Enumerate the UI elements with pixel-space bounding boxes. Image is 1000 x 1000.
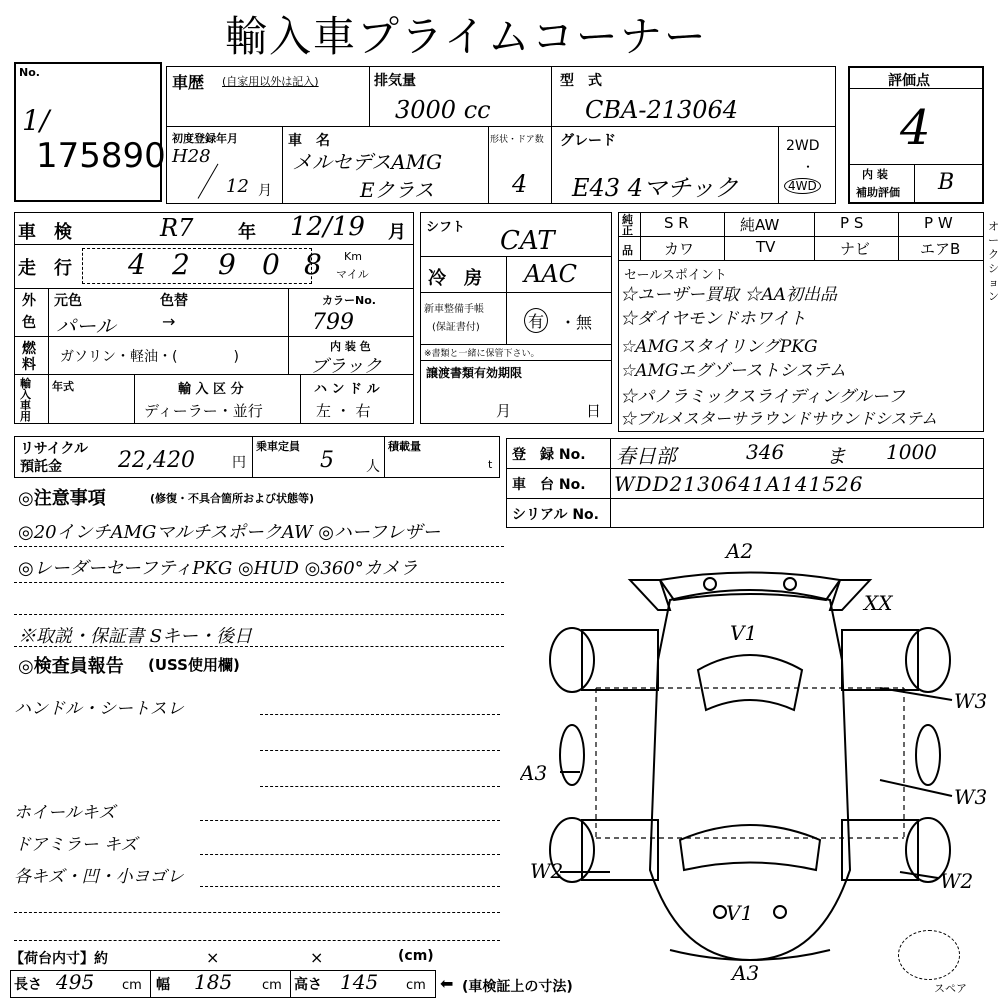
length-label: 長さ — [14, 977, 42, 993]
first-reg-month-unit: 月 — [258, 183, 272, 199]
fuel-label1: 燃 — [22, 341, 36, 357]
first-reg-label: 初度登録年月 — [172, 132, 238, 145]
model-value: CBA-213064 — [585, 96, 739, 124]
inspector-label: ◎検査員報告 — [18, 656, 124, 677]
registration-place: 春日部 — [616, 444, 676, 468]
length-unit: cm — [122, 978, 142, 993]
equip-ps: P S — [840, 214, 864, 232]
mileage-digit: 2 — [172, 248, 190, 281]
equip-airbag: エアB — [920, 240, 961, 258]
recycle-label1: リサイクル — [20, 441, 89, 457]
displacement-value: 3000 cc — [395, 96, 491, 124]
cargo-unit: (cm) — [398, 948, 434, 964]
color-code: 799 — [312, 310, 354, 335]
inspection-md: 12/19 — [290, 212, 365, 242]
sales-points-label: セールスポイント — [624, 268, 727, 283]
fuel-label2: 料 — [22, 357, 36, 373]
inspector-line: ドアミラー キズ — [14, 835, 138, 855]
width-label: 幅 — [156, 977, 170, 993]
car-damage-diagram — [520, 540, 990, 980]
spare-label: スペア — [934, 982, 967, 995]
damage-mark: A2 — [726, 540, 754, 563]
inspector-line: ホイールキズ — [14, 803, 116, 823]
color-label1: 外 — [22, 293, 36, 309]
capacity-unit: 人 — [366, 459, 380, 475]
damage-mark: V1 — [726, 901, 754, 925]
sales-point: ☆AMGエグゾーストシステム — [620, 361, 846, 381]
service-book-no: 無 — [576, 313, 593, 332]
mileage-digit: 4 — [128, 248, 146, 281]
side-text: オークション — [988, 220, 999, 303]
mileage-label: 走 行 — [18, 258, 72, 279]
doors-label: 形状・ドア数 — [490, 135, 544, 145]
interior-label1: 内 装 — [862, 168, 888, 181]
import-type-value: ディーラー・並行 — [144, 402, 263, 420]
model-label: 型 式 — [560, 73, 602, 89]
capacity-value: 5 — [320, 448, 334, 473]
lot-number-box — [14, 62, 166, 202]
load-label: 積載量 — [388, 440, 421, 453]
damage-mark: V1 — [730, 621, 758, 645]
color-label2: 色 — [22, 315, 36, 331]
car-name-line1: メルセデスAMG — [292, 150, 443, 174]
interior-color-label: 内 装 色 — [330, 340, 371, 353]
note-line: ◎20インチAMGマルチスポークAW ◎ハーフレザー — [18, 522, 441, 543]
grade-label: グレード — [560, 133, 616, 149]
width-value: 185 — [194, 970, 233, 994]
registration-class: 346 — [746, 440, 785, 464]
registration-kana: ま — [826, 444, 846, 468]
ac-label: 冷 房 — [428, 268, 482, 289]
interior-label2: 補助評価 — [856, 186, 900, 199]
inspection-month-unit: 月 — [388, 222, 406, 243]
transfer-month: 月 — [496, 402, 512, 420]
height-unit: cm — [406, 978, 426, 993]
color-orig-label: 元色 — [54, 293, 82, 309]
equip-sr: S R — [664, 214, 689, 232]
mileage-digit: 8 — [304, 248, 322, 281]
inspection-era: R7 — [160, 214, 194, 242]
cargo-x1: × — [206, 948, 220, 967]
registration-label: 登 録 No. — [512, 447, 586, 463]
width-unit: cm — [262, 978, 282, 993]
lot-number-prefix: 1/ — [22, 104, 50, 137]
drive-2wd: 2WD — [786, 138, 820, 154]
notes-label: ◎注意事項 — [18, 488, 106, 509]
spare-tire-circle — [898, 930, 960, 980]
inspector-line: 各キズ・凹・小ヨゴレ — [14, 867, 184, 887]
fuel-options: ガソリン・軽油・( ) — [60, 349, 239, 365]
dims-arrow: ⬅ — [440, 974, 454, 993]
handle-label: ハ ン ド ル — [314, 382, 380, 397]
handle-value: 左 ・ 右 — [316, 402, 371, 420]
shift-value: CAT — [500, 226, 555, 256]
service-book-yes: 有 — [524, 308, 548, 333]
chassis-value: WDD2130641A141526 — [614, 472, 864, 496]
inspection-label: 車 検 — [18, 222, 72, 243]
dims-note: (車検証上の寸法) — [462, 979, 573, 995]
service-book-note: ※書類と一緒に保管下さい。 — [424, 349, 540, 359]
interior-color: ブラック — [310, 356, 382, 377]
inspection-year-unit: 年 — [238, 222, 256, 243]
damage-mark: A3 — [732, 961, 760, 980]
serial-label: シリアル No. — [512, 507, 599, 523]
equip-tv: TV — [756, 238, 776, 256]
interior-value: B — [938, 170, 955, 195]
cargo-label: 【荷台内寸】約 — [10, 951, 108, 967]
recycle-unit: 円 — [232, 455, 246, 471]
lot-number-value: 175890 — [36, 136, 166, 176]
notes-sub: (修復・不具合箇所および状態等) — [150, 492, 315, 505]
sales-point: ☆ダイヤモンドホワイト — [620, 309, 807, 329]
color-code-label: カラーNo. — [322, 294, 376, 307]
color-change-label: 色替 — [160, 293, 188, 309]
car-name-line2: Eクラス — [360, 178, 434, 202]
recycle-value: 22,420 — [118, 448, 195, 473]
first-reg-month: 12 — [226, 176, 249, 197]
mileage-unit-km: Km — [344, 250, 362, 263]
first-reg-year: H28 — [172, 146, 211, 167]
history-label: 車歴 — [172, 73, 205, 92]
equip-row2-label: 品 — [622, 244, 633, 257]
ac-value: AAC — [524, 260, 578, 288]
damage-mark: W2 — [940, 869, 974, 893]
lot-number-label: No. — [19, 66, 40, 79]
equip-row1-label: 純正 — [622, 213, 633, 237]
sales-point: ☆ユーザー買取 ☆AA初出品 — [620, 285, 837, 305]
damage-mark: A3 — [520, 761, 548, 785]
mileage-digit: 0 — [262, 248, 280, 281]
inspector-line: ハンドル・シートスレ — [14, 699, 184, 719]
damage-mark: W2 — [530, 859, 564, 883]
registration-number: 1000 — [886, 440, 937, 464]
doors-value: 4 — [512, 170, 528, 198]
transfer-day: 日 — [586, 402, 602, 420]
damage-mark: XX — [864, 591, 893, 615]
import-type-label: 輸 入 区 分 — [178, 382, 244, 397]
import-year-label: 年式 — [52, 380, 74, 393]
score-value: 4 — [900, 100, 931, 156]
mileage-unit-mile: マイル — [336, 268, 369, 281]
equip-aw: 純AW — [740, 216, 780, 234]
service-book-label2: (保証書付) — [432, 322, 480, 333]
equip-navi: ナビ — [840, 240, 871, 258]
page-title: 輸入車プライムコーナー — [225, 12, 708, 61]
sales-point: ☆ブルメスターサラウンドサウンドシステム — [620, 409, 938, 428]
color-orig: パール — [56, 314, 116, 338]
height-value: 145 — [340, 970, 379, 994]
load-unit: t — [488, 458, 493, 471]
drive-4wd: 4WD — [784, 178, 821, 194]
length-value: 495 — [56, 970, 95, 994]
damage-mark: W3 — [954, 689, 988, 713]
equip-pw: P W — [924, 214, 953, 232]
import-label: 輸入車用 — [20, 377, 31, 423]
chassis-label: 車 台 No. — [512, 477, 586, 493]
color-arrow: → — [162, 312, 176, 331]
capacity-label: 乗車定員 — [256, 440, 300, 453]
transfer-label: 譲渡書類有効期限 — [426, 366, 523, 380]
inspector-sub: (USS使用欄) — [148, 656, 240, 674]
note-line: ◎レーダーセーフティPKG ◎HUD ◎360°カメラ — [18, 558, 418, 579]
height-label: 高さ — [294, 977, 322, 993]
service-book-label1: 新車整備手帳 — [424, 304, 484, 315]
displacement-label: 排気量 — [374, 73, 416, 89]
shift-label: シフト — [426, 220, 466, 235]
car-name-label: 車 名 — [288, 133, 330, 149]
score-label: 評価点 — [888, 73, 930, 89]
history-sub: (自家用以外は記入) — [222, 75, 319, 88]
note-line: ※取説・保証書 Sキー・後日 — [18, 626, 253, 647]
equip-leather: カワ — [664, 240, 695, 258]
sales-point: ☆パノラミックスライディングルーフ — [620, 387, 905, 407]
cargo-x2: × — [310, 948, 324, 967]
mileage-digit: 9 — [218, 248, 236, 281]
damage-mark: W3 — [954, 785, 988, 809]
grade-value: E43 4マチック — [572, 174, 739, 202]
recycle-label2: 預託金 — [20, 459, 62, 475]
sales-point: ☆AMGスタイリングPKG — [620, 337, 818, 357]
